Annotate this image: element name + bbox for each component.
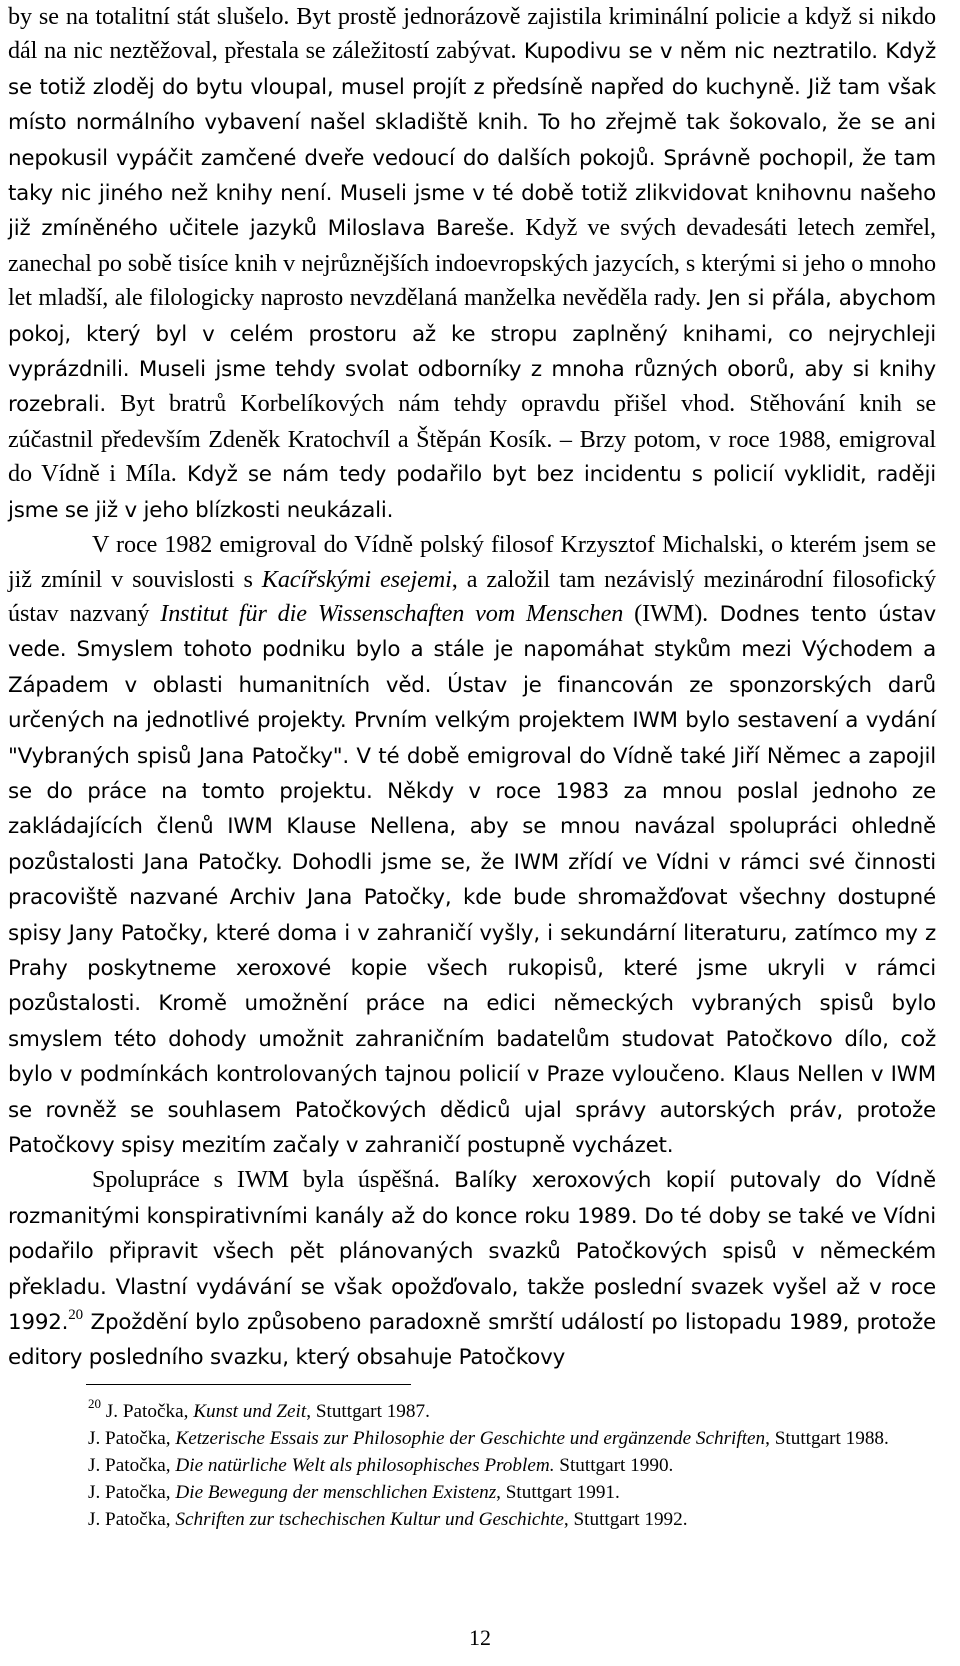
footnote-rest: Stuttgart 1990. xyxy=(554,1455,674,1476)
footnote-title: Die natürliche Welt als philosophisches Problem. xyxy=(175,1455,555,1476)
text-run-sans: Dodnes tento ústav vede. Smyslem tohoto podniku bylo a stále je napomáhat stykům mezi Východem a Západem v oblasti humanitních věd. Ústav je financován ze sponzorských darů určených na jednotlivé projekty. Prvním velkým projektem IWM bylo sestavení a vydání "Vybraných spisů Jana Patočky". V té době emigroval do Vídně také Jiří Němec a zapojil se do práce na tomto projektu. Někdy v roce 1983 za mnou poslal jednoho ze zakládajících členů IWM Klause Nellena, aby se mnou navázal spolupráci ohledně pozůstalosti Jana Patočky. Dohodli jsme se, že IWM zřídí ve Vídni v rámci své činnosti pracoviště nazvané Archiv Jana Patočky, kde bude shromažďovat všechny dostupné spisy Jany Patočky, které doma i v zahraničí vyšly, i sekundární literaturu, zatímco my z Prahy poskytneme xeroxové kopie všech rukopisů, které jsme ukryli v rámci pozůstalosti. Kromě umožnění práce na edici německých vybraných spisů bylo smyslem této dohody umožnit zahraničním badatelům studovat Patočkovo dílo, což bylo v podmínkách kontrolovaných tajnou policií v Praze vyloučeno. Klaus Nellen v IWM se rovněž se souhlasem Patočkových dědiců ujal správy autorských práv, protože Patočkovy spisy mezitím začaly v zahraničí postupně vycházet. xyxy=(8,601,936,1158)
text-run-sans: Již tam však místo normálního vybavení našel skladiště knih. To ho zřejmě tak šokovalo, že se ani nepokusil vypáčit zamčené dveře vedoucí do dalších pokojů. Správně pochopil, že tam taky nic jiného než knihy není. Museli jsme v té době totiž zlikvidovat knihovnu našeho již zmíněného učitele jazyků Miloslava Bareše. xyxy=(8,74,936,242)
footnote-author: J. Patočka, xyxy=(88,1428,176,1449)
paragraph-1 xyxy=(8,0,936,528)
footnote-title: Schriften zur tschechischen Kultur und Geschichte xyxy=(175,1509,564,1530)
footnote-1 xyxy=(8,1398,936,1425)
footnote-rest: , Stuttgart 1988. xyxy=(765,1428,889,1449)
italic-title: Institut für die Wissenschaften vom Menschen xyxy=(160,599,624,627)
footnote-rest: , Stuttgart 1987. xyxy=(306,1401,430,1422)
footnote-2 xyxy=(8,1425,936,1452)
text-run: V roce 1982 emigroval do Vídně polský filosof Krzysztof Michalski, o kterém jsem se již zmínil v souvislosti s xyxy=(8,531,936,593)
text-run-sans: Kupodivu se v něm nic neztratilo. Když se totiž zloděj do bytu vloupal, musel projít z předsíně napřed do kuchyně. xyxy=(8,39,936,100)
footnote-3 xyxy=(8,1452,936,1479)
footnote-separator xyxy=(86,1384,411,1385)
text-run: by se na totalitní stát slušelo. Byt prostě jednorázově zajistila kriminální policie a když si nikdo dál na nic neztěžoval, přestala se záležitostí zabývat. xyxy=(8,3,936,65)
text-run: , a založil tam nezávislý mezinárodní filosofický ústav nazvaný xyxy=(8,565,937,627)
text-run-sans: Zpoždění bylo způsobeno paradoxně smrští událostí po listopadu 1989, protože editory posledního svazku, který obsahuje Patočkovy xyxy=(8,1310,936,1371)
footnote-rest: , Stuttgart 1991. xyxy=(496,1482,620,1503)
main-text xyxy=(8,0,936,1376)
footnotes xyxy=(8,1398,936,1533)
text-run-sans: Balíky xeroxových kopií putovaly do Vídně rozmanitými konspirativními kanály až do konce roku 1989. Do té doby se také ve Vídni podařilo připravit všech pět plánovaných svazků Patočkových spisů v německém překladu. Vlastní vydávání se však opožďovalo, takže poslední svazek vyšel až v roce 1992. xyxy=(8,1168,936,1336)
footnote-author: J. Patočka, xyxy=(88,1455,176,1476)
page-number: 12 xyxy=(469,1625,491,1650)
text-run: Spolupráce s IWM byla úspěšná. xyxy=(92,1166,440,1194)
footnote-title: Kunst und Zeit xyxy=(193,1401,307,1422)
text-run: (IWM). xyxy=(623,599,709,627)
text-run: Když ve svých devadesáti letech zemřel, zanechal po sobě tisíce knih v nejrůznějších indoevropských jazycích, s kterými si jeho o mnoho let mladší, ale filologicky naprosto nevzdělaná manželka nevěděla rady. xyxy=(8,214,937,312)
footnote-author: J. Patočka, xyxy=(88,1509,176,1530)
paragraph-2 xyxy=(8,528,936,1163)
text-run: Byt bratrů Korbelíkových nám tehdy opravdu přišel vhod. Stěhování knih se zúčastnil především Zdeněk Kratochvíl a Štěpán Kosík. – Brzy potom, v roce 1988, emigroval do Vídně i Míla. xyxy=(8,390,936,488)
footnote-author: J. Patočka, xyxy=(88,1482,176,1503)
text-run-sans: Když se nám tedy podařilo byt bez incidentu s policií vyklidit, raději jsme se již v jeho blízkosti neukázali. xyxy=(8,462,936,523)
footnote-marker: 20 xyxy=(88,1396,101,1411)
paragraph-3 xyxy=(8,1163,936,1375)
footnote-5 xyxy=(8,1506,936,1533)
footnote-reference[interactable]: 20 xyxy=(68,1307,84,1324)
footnote-title: Die Bewegung der menschlichen Existenz xyxy=(175,1482,497,1503)
footnote-4 xyxy=(8,1479,936,1506)
footnote-author: J. Patočka, xyxy=(101,1401,194,1422)
footnote-rest: , Stuttgart 1992. xyxy=(563,1509,688,1530)
italic-title: Kacířskými esejemi xyxy=(261,565,452,593)
text-run-sans: Jen si přála, abychom pokoj, který byl v celém prostoru až ke stropu zaplněný knihami, co nejrychleji vyprázdnili. Museli jsme tehdy svolat odborníky z mnoha různých oborů, aby si knihy rozebrali. xyxy=(8,286,936,418)
footnote-title: Ketzerische Essais zur Philosophie der Geschichte und ergänzende Schriften xyxy=(175,1428,766,1449)
